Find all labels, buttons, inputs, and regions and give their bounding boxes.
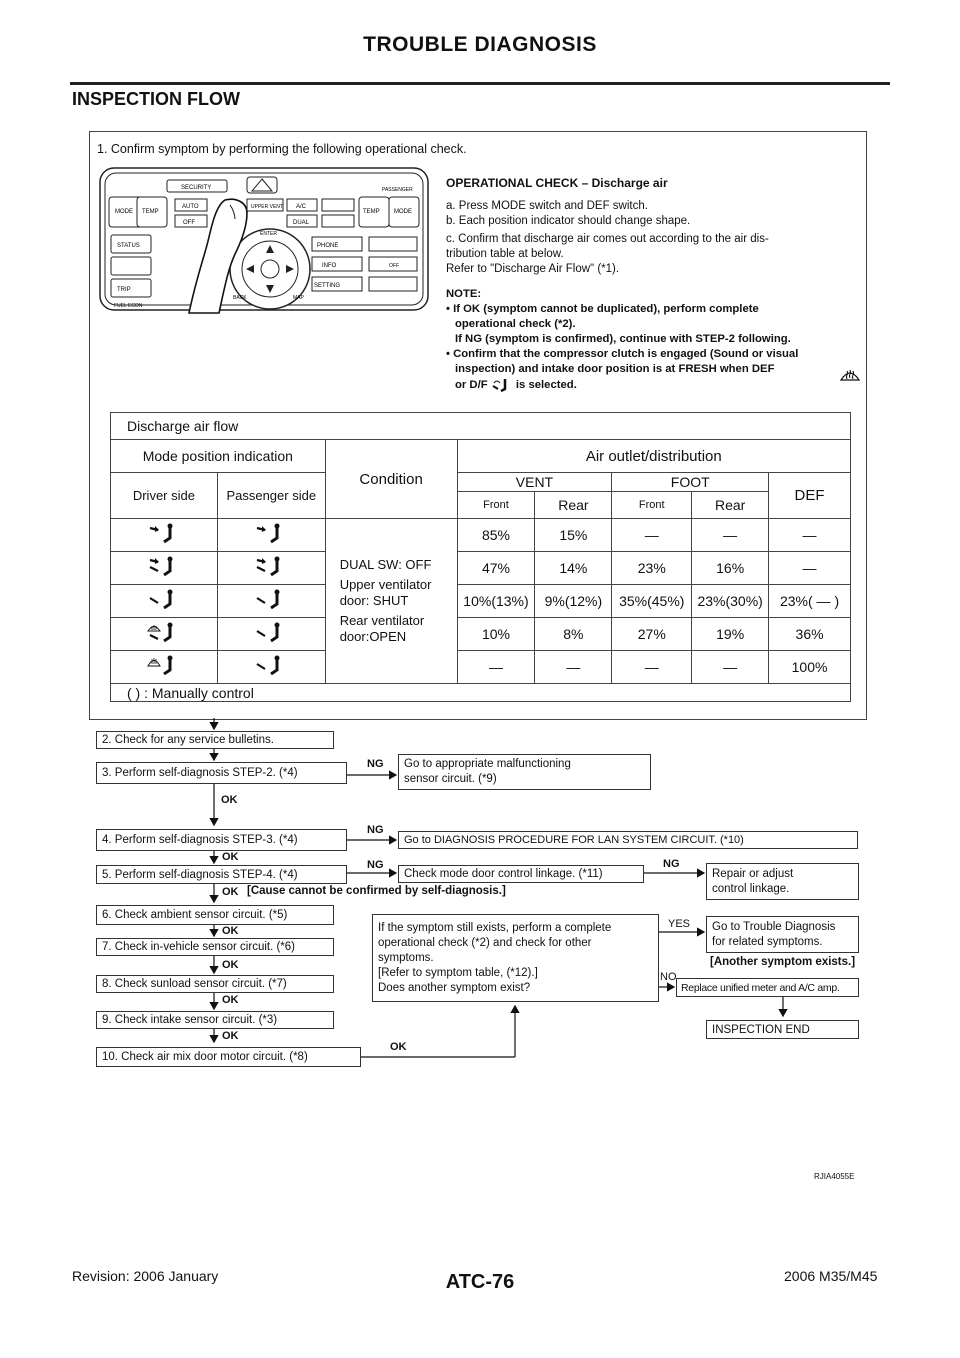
ok-label-4: OK bbox=[222, 851, 239, 863]
footer-page-code: ATC-76 bbox=[445, 1271, 515, 1293]
op-step-b: b. Each position indicator should change shape. bbox=[446, 215, 691, 227]
yes-result-box: Go to Trouble Diagnosis for related symptoms. bbox=[706, 916, 859, 953]
svg-text:MODE: MODE bbox=[394, 209, 412, 215]
condition-cell: DUAL SW: OFF Upper ventilator door: SHUT Rear ventilator door:OPEN bbox=[325, 519, 457, 684]
distribution-value: 47% bbox=[457, 552, 535, 585]
distribution-value: 27% bbox=[612, 618, 692, 651]
foot-rear-header: Rear bbox=[692, 492, 769, 519]
svg-text:TRIP: TRIP bbox=[117, 287, 131, 293]
footer-model: 2006 M35/M45 bbox=[784, 1268, 878, 1284]
cause-note: [Cause cannot be confirmed by self-diagnosis.] bbox=[247, 885, 506, 897]
step-2-box: 2. Check for any service bulletins. bbox=[96, 731, 334, 749]
svg-text:PASSENGER: PASSENGER bbox=[382, 187, 413, 193]
outlet-header: Air outlet/distribution bbox=[457, 440, 850, 473]
ng-label-4: NG bbox=[367, 824, 384, 836]
svg-text:PHONE: PHONE bbox=[317, 243, 339, 249]
distribution-value: 16% bbox=[692, 552, 769, 585]
section-title: INSPECTION FLOW bbox=[72, 89, 240, 109]
distribution-value: 23%(30%) bbox=[692, 585, 769, 618]
driver-side-header: Driver side bbox=[111, 473, 218, 519]
step-4-ng-box: Go to DIAGNOSIS PROCEDURE FOR LAN SYSTEM CIRCUIT. (*10) bbox=[398, 831, 858, 849]
step-5-box: 5. Perform self-diagnosis STEP-4. (*4) bbox=[96, 865, 347, 884]
svg-text:STATUS: STATUS bbox=[117, 243, 140, 249]
note-2a: • Confirm that the compressor clutch is engaged (Sound or visual bbox=[446, 348, 799, 360]
svg-text:INFO: INFO bbox=[322, 263, 337, 269]
step-5-ng2-box: Repair or adjust control linkage. bbox=[706, 863, 859, 900]
inspection-end-box: INSPECTION END bbox=[706, 1020, 859, 1039]
distribution-value: 23%( — ) bbox=[769, 585, 851, 618]
replace-amp-box: Replace unified meter and A/C amp. bbox=[676, 978, 859, 997]
final-check-box: If the symptom still exists, perform a complete operational check (*2) and check for other symptoms. [Refer to symptom table, (*12).] Does another symptom exist? bbox=[372, 914, 659, 1002]
svg-text:FUEL ECON: FUEL ECON bbox=[114, 303, 143, 309]
condition-header: Condition bbox=[325, 440, 457, 519]
page-header-title: TROUBLE DIAGNOSIS bbox=[363, 33, 597, 56]
distribution-value: 23% bbox=[612, 552, 692, 585]
note-1b: operational check (*2). bbox=[455, 318, 576, 330]
ok-label-8: OK bbox=[222, 994, 239, 1006]
footer-revision: Revision: 2006 January bbox=[72, 1268, 219, 1284]
step-8-box: 8. Check sunload sensor circuit. (*7) bbox=[96, 975, 334, 993]
ng-label-5: NG bbox=[367, 859, 384, 871]
svg-text:OFF: OFF bbox=[183, 220, 195, 226]
step-3-box: 3. Perform self-diagnosis STEP-2. (*4) bbox=[96, 762, 347, 784]
step-5-ng-box: Check mode door control linkage. (*11) bbox=[398, 865, 644, 883]
step-9-box: 9. Check intake sensor circuit. (*3) bbox=[96, 1011, 334, 1029]
distribution-value: 10%(13%) bbox=[457, 585, 535, 618]
svg-text:SETTING: SETTING bbox=[314, 283, 341, 289]
ok-label-5: OK bbox=[222, 886, 239, 898]
svg-text:ENTER: ENTER bbox=[260, 231, 277, 237]
step-1-text: 1. Confirm symptom by performing the following operational check. bbox=[97, 142, 467, 156]
op-step-c2: tribution table at below. bbox=[446, 248, 564, 260]
another-symptom-note: [Another symptom exists.] bbox=[710, 956, 856, 968]
vent-rear-header: Rear bbox=[535, 492, 612, 519]
distribution-value: — bbox=[612, 651, 692, 684]
security-label: SECURITY bbox=[181, 185, 212, 191]
note-1a: • If OK (symptom cannot be duplicated), perform complete bbox=[446, 303, 759, 315]
svg-text:DUAL: DUAL bbox=[293, 220, 310, 226]
vent-header: VENT bbox=[457, 473, 612, 492]
svg-text:A/C: A/C bbox=[296, 204, 307, 210]
distribution-value: 10% bbox=[457, 618, 535, 651]
svg-text:AUTO: AUTO bbox=[182, 204, 199, 210]
distribution-value: 14% bbox=[535, 552, 612, 585]
no-label: NO bbox=[660, 971, 677, 983]
svg-text:TEMP: TEMP bbox=[363, 209, 380, 215]
passenger-side-header: Passenger side bbox=[217, 473, 325, 519]
step-7-box: 7. Check in-vehicle sensor circuit. (*6) bbox=[96, 938, 334, 956]
foot-front-header: Front bbox=[612, 492, 692, 519]
distribution-value: 36% bbox=[769, 618, 851, 651]
distribution-value: — bbox=[692, 519, 769, 552]
op-step-c3: Refer to "Discharge Air Flow" (*1). bbox=[446, 263, 620, 275]
distribution-value: 19% bbox=[692, 618, 769, 651]
ok-label-3: OK bbox=[221, 794, 238, 806]
table-title: Discharge air flow bbox=[111, 413, 851, 440]
figure-code: RJIA4055E bbox=[814, 1172, 855, 1181]
ng-label-5b: NG bbox=[663, 858, 680, 870]
op-step-c1: c. Confirm that discharge air comes out according to the air dis- bbox=[446, 233, 769, 245]
table-footnote: ( ) : Manually control bbox=[111, 684, 851, 702]
svg-text:OFF: OFF bbox=[389, 263, 399, 269]
distribution-value: — bbox=[769, 519, 851, 552]
yes-label: YES bbox=[668, 918, 691, 930]
vent-front-header: Front bbox=[457, 492, 535, 519]
def-header: DEF bbox=[769, 473, 851, 519]
svg-text:UPPER VENT: UPPER VENT bbox=[251, 204, 283, 210]
operational-check-title: OPERATIONAL CHECK – Discharge air bbox=[446, 176, 668, 190]
ok-label-9: OK bbox=[222, 1030, 239, 1042]
distribution-value: 100% bbox=[769, 651, 851, 684]
svg-text:MAP: MAP bbox=[293, 295, 304, 301]
ok-label-10: OK bbox=[390, 1041, 407, 1053]
note-1c: If NG (symptom is confirmed), continue with STEP-2 following. bbox=[455, 333, 791, 345]
step-3-ng-box: Go to appropriate malfunctioning sensor circuit. (*9) bbox=[398, 754, 651, 790]
svg-text:TEMP: TEMP bbox=[142, 209, 159, 215]
note-title: NOTE: bbox=[446, 288, 482, 300]
note-2c: or D/F is selected. bbox=[446, 377, 798, 393]
distribution-value: — bbox=[535, 651, 612, 684]
step-10-box: 10. Check air mix door motor circuit. (*8) bbox=[96, 1047, 361, 1067]
ok-label-6: OK bbox=[222, 925, 239, 937]
svg-text:BACK: BACK bbox=[233, 295, 247, 301]
note-2b: inspection) and intake door position is at FRESH when DEF bbox=[455, 363, 775, 375]
distribution-value: 85% bbox=[457, 519, 535, 552]
mode-header: Mode position indication bbox=[111, 440, 326, 473]
distribution-value: 35%(45%) bbox=[612, 585, 692, 618]
ng-label-3: NG bbox=[367, 758, 384, 770]
distribution-value: — bbox=[769, 552, 851, 585]
ok-label-7: OK bbox=[222, 959, 239, 971]
svg-text:MODE: MODE bbox=[115, 209, 133, 215]
distribution-value: — bbox=[457, 651, 535, 684]
op-step-a: a. Press MODE switch and DEF switch. bbox=[446, 200, 648, 212]
step-4-box: 4. Perform self-diagnosis STEP-3. (*4) bbox=[96, 829, 347, 851]
distribution-value: 9%(12%) bbox=[535, 585, 612, 618]
distribution-value: — bbox=[612, 519, 692, 552]
foot-header: FOOT bbox=[612, 473, 769, 492]
distribution-value: 15% bbox=[535, 519, 612, 552]
distribution-value: — bbox=[692, 651, 769, 684]
step-6-box: 6. Check ambient sensor circuit. (*5) bbox=[96, 905, 334, 925]
distribution-value: 8% bbox=[535, 618, 612, 651]
